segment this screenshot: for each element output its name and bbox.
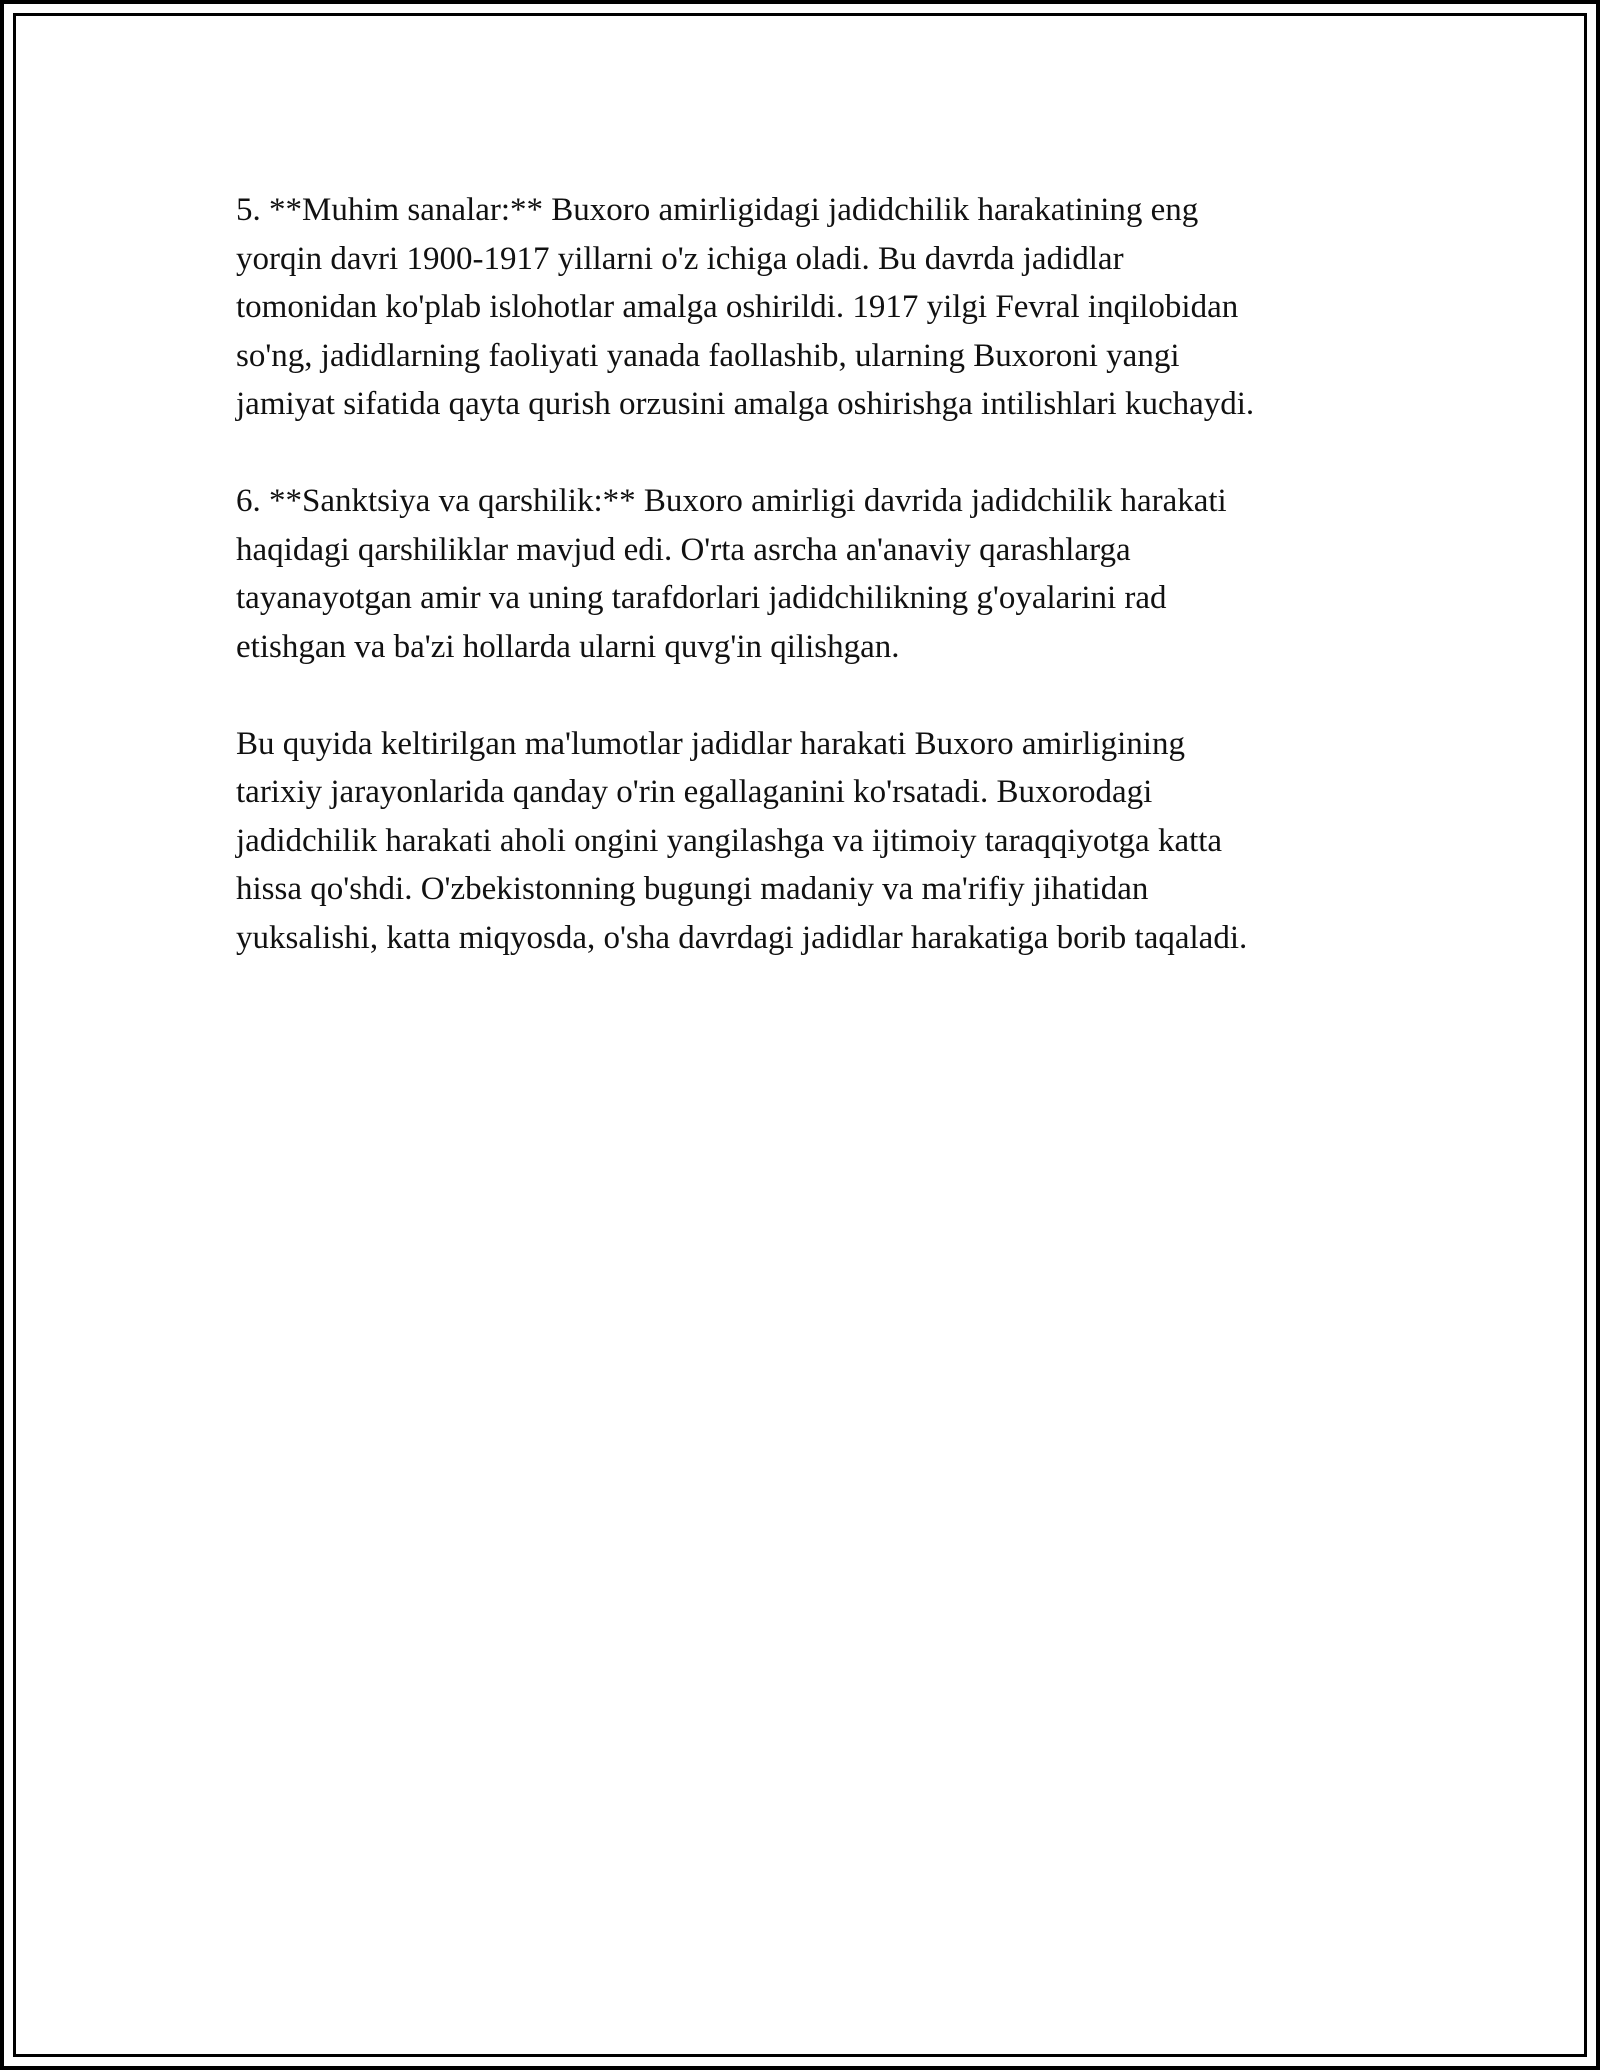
paragraph-sanktsiya-va-qarshilik: 6. **Sanktsiya va qarshilik:** Buxoro amirligi davrida jadidchilik harakati haqidagi qarshiliklar mavjud edi. O'rta asrcha an'anaviy qarashlarga tayanayotgan amir va uning tarafdorlari jadidchilikning g'oyalarini rad etishgan va ba'zi hollarda ularni quvg'in qilishgan. xyxy=(236,483,1227,665)
paragraph-conclusion: Bu quyida keltirilgan ma'lumotlar jadidlar harakati Buxoro amirligining tarixiy jarayonlarida qanday o'rin egallaganini ko'rsatadi. Buxorodagi jadidchilik harakati aholi ongini yangilashga va ijtimoiy taraqqiyotga katta hissa qo'shdi. O'zbekistonning bugungi madaniy va ma'rifiy jihatidan yuksalishi, katta miqyosda, o'sha davrdagi jadidlar harakatiga borib taqaladi. xyxy=(236,725,1248,956)
paragraph-muhim-sanalar: 5. **Muhim sanalar:** Buxoro amirligidagi jadidchilik harakatining eng yorqin davri 1900-1917 yillarni o'z ichiga oladi. Bu davrda jadidlar tomonidan ko'plab islohotlar amalga oshirildi. 1917 yilgi Fevral inqilobidan so'ng, jadidlarning faoliyati yanada faollashib, ularning Buxoroni yangi jamiyat sifatida qayta qurish orzusini amalga oshirishga intilishlari kuchaydi. xyxy=(236,192,1255,422)
document-body xyxy=(236,186,1436,1011)
